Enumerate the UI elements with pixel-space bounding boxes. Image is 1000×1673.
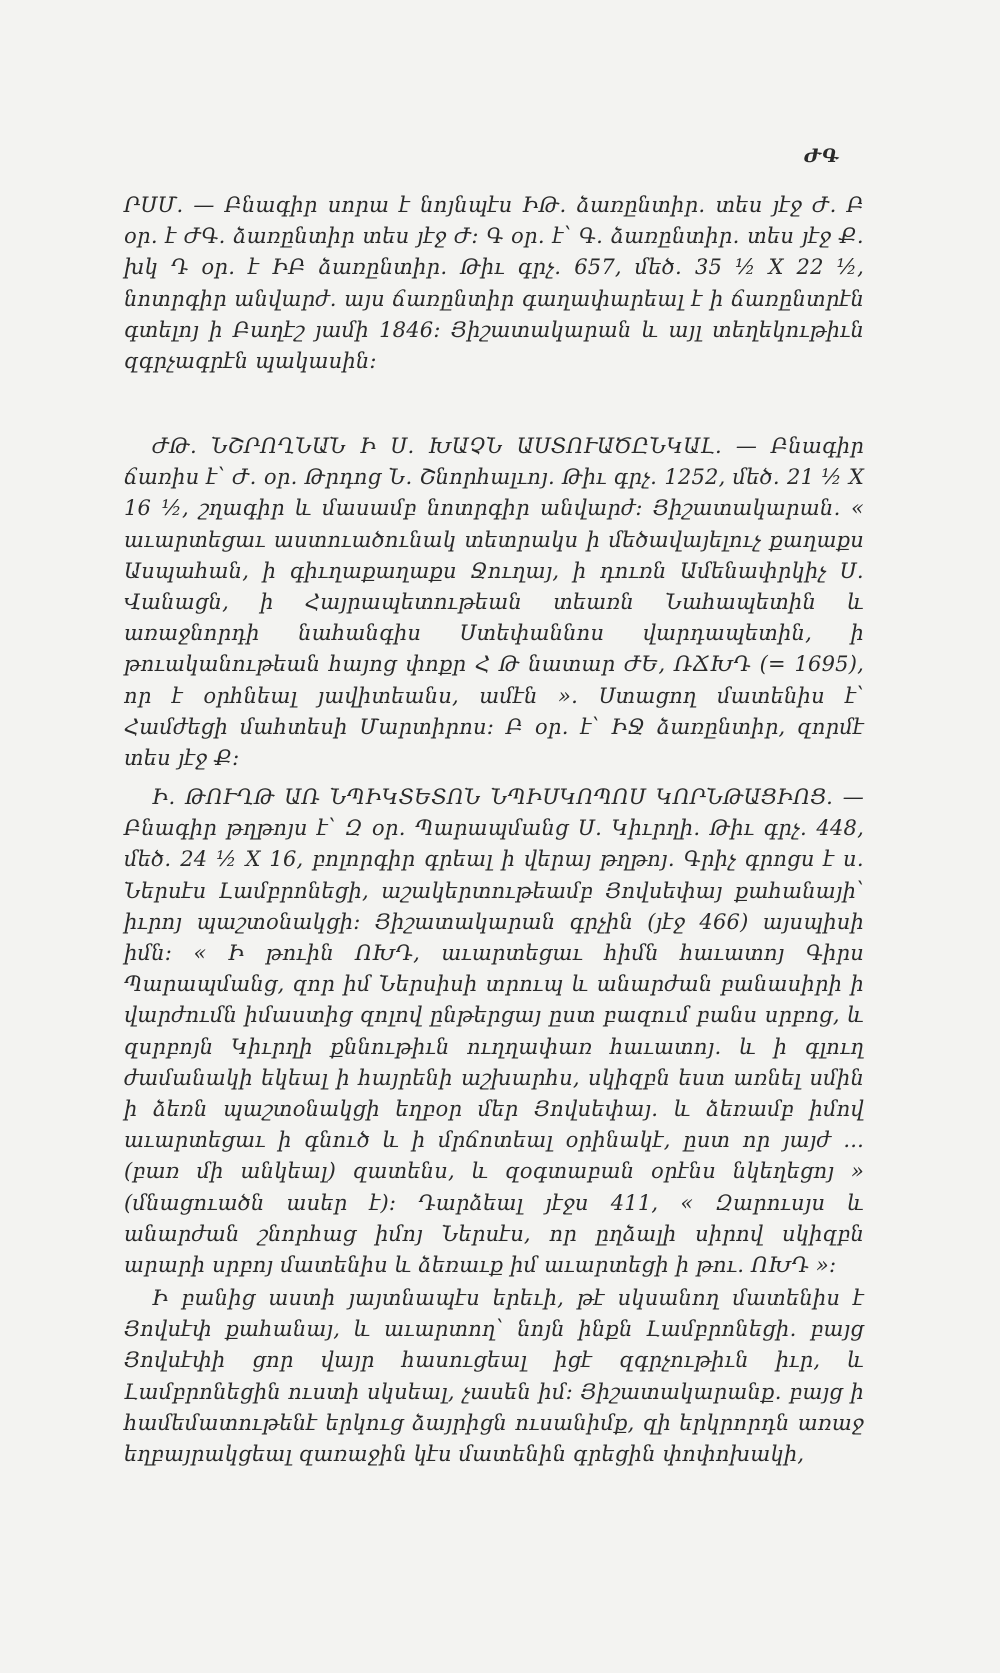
entry-text: ԺԹ․ ՆՇՐՈՂՆԱՆ Ի Ս․ ԽԱՉՆ ԱՍՏՈՒԱԾԸՆԿԱԼ. — Բնագիր ճառիս է՝ Ժ․ օր․ Թրդոց Ն․ Շնորհալւոյ․ Թիւ գրչ․ 1252, մեծ․ 21 ½ X 16 ½, շղագիր և մասամբ նոտրգիր անվարժ։ Յիշատակարան․ « աւարտեցաւ աստուածունակ տետրակս ի մեծավայելուչ քաղաքս Ասպահան, ի գիւղաքաղաքս Ջուղայ, ի դուռն Ամենափրկիչ Ս․ Վանացն, ի Հայրապետութեան տեառն Նահապետին և առաջնորդի նահանգիս Ստեփաննոս վարդապետին, ի թուականութեան հայոց փոքր Հ Թ նատար ԺԵ, ՌՃԽԴ (= 1695), որ է օրհնեալ յավիտեանս, ամէն »․ Ստացող մատենիս է՝ Համժեցի մահտեսի Մարտիրոս։ Բ օր․ է՝ ԻՋ ձառընտիր, զորմէ տես յէջ Ք։: [124, 434, 864, 771]
entry-paragraph: [124, 1283, 864, 1470]
entry-text: ՐՍՄ. — Բնագիր սորա է նոյնպէս ԻԹ․ ձառընտիր․ տես յէջ Ժ․ Բ օր․ է ԺԳ․ ձառընտիր տես յէջ Ժ։ Գ օր․ է՝ Գ․ ձառընտիր․ տես յէջ Ք․ խկ Դ օր․ է ԻԲ ձառընտիր․ Թիւ գրչ․ 657, մեծ․ 35 ½ X 22 ½, նոտրգիր անվարժ․ այս ճառընտիր գաղափարեալ է ի ճառընտրէն գտելոյ ի Բաղէշ յամի 1846։ Յիշատակարան և այլ տեղեկութիւն զգրչագրէն պակասին։: [124, 193, 864, 374]
entry-paragraph: [124, 190, 864, 377]
entry-text: Ի․ ԹՈՒՂԹ ԱՌ ՆՊԻԿՏԵՏՈՆ ՆՊԻՍԿՈՊՈՍ ԿՈՐՆԹԱՑԻՈՑ. — Բնագիր թղթոյս է՝ Զ օր․ Պարապմանց Ս․ Կիւրղի․ Թիւ գրչ․ 448, մեծ․ 24 ½ X 16, բոլորգիր գրեալ ի վերայ թղթոյ․ Գրիչ գրոցս է ս․ Ներսէս Լամբրոնեցի, աշակերտութեամբ Յովսեփայ քահանայի՝ իւրոյ պաշտօնակցի։ Յիշատակարան գրչին (յէջ 466) այսպիսի իմն։ « Ի թուին ՈԽԴ, աւարտեցաւ հիմն հաւատոյ Գիրս Պարապմանց, զոր իմ Ներսիսի տրուպ և անարժան բանասիրի ի վարժումն իմաստից զոլով ընթերցայ ըստ բազում բանս սրբոց, և զսրբոյն Կիւրղի քննութիւն ուղղափառ հաւատոյ․ և ի գլուղ ժամանակի եկեալ ի հայրենի աշխարհս, սկիզբն եստ առնել սմին ի ձեռն պաշտօնակցի եղբօր մեր Յովսեփայ․ և ձեռամբ իմով աւարտեցաւ ի գնուծ և ի մրճոտեալ օրինակէ, ըստ որ յայժ ... (բառ մի անկեալ) զատենս, և զօգտաբան օրէնս նկեղեցոյ » (մնացուածն ասեր է)։ Դարձեալ յէջս 411, « Զարուսյս և անարժան շնորհաց իմոյ Ներսէս, որ ըղձալի սիրով սկիզբն արարի սրբոյ մատենիս և ձեռաւք իմ աւարտեցի ի թու․ ՈԽԴ »։: [124, 785, 864, 1278]
entry-paragraph: [124, 782, 864, 1281]
entry-text: Ի բանից աստի յայտնապէս երեւի, թէ սկսանող մատենիս է Յովսէփ քահանայ, և աւարտող՝ նոյն ինքն Լամբրոնեցի․ բայց Յովսէփի ցոր վայր հասուցեալ իցէ զգրչութիւն իւր, և Լամբրոնեցին ուստի սկսեալ, չասեն իմ։ Յիշատակարանք․ բայց ի համեմատութենէ երկուց ձայրիցն ուսանիմք, զի երկրորդն առաջ եղբայրակցեալ զառաջին կէս մատենին գրեցին փոփոխակի,: [124, 1286, 864, 1467]
entry-paragraph: [124, 431, 864, 774]
page-number: ԺԳ: [804, 145, 840, 167]
